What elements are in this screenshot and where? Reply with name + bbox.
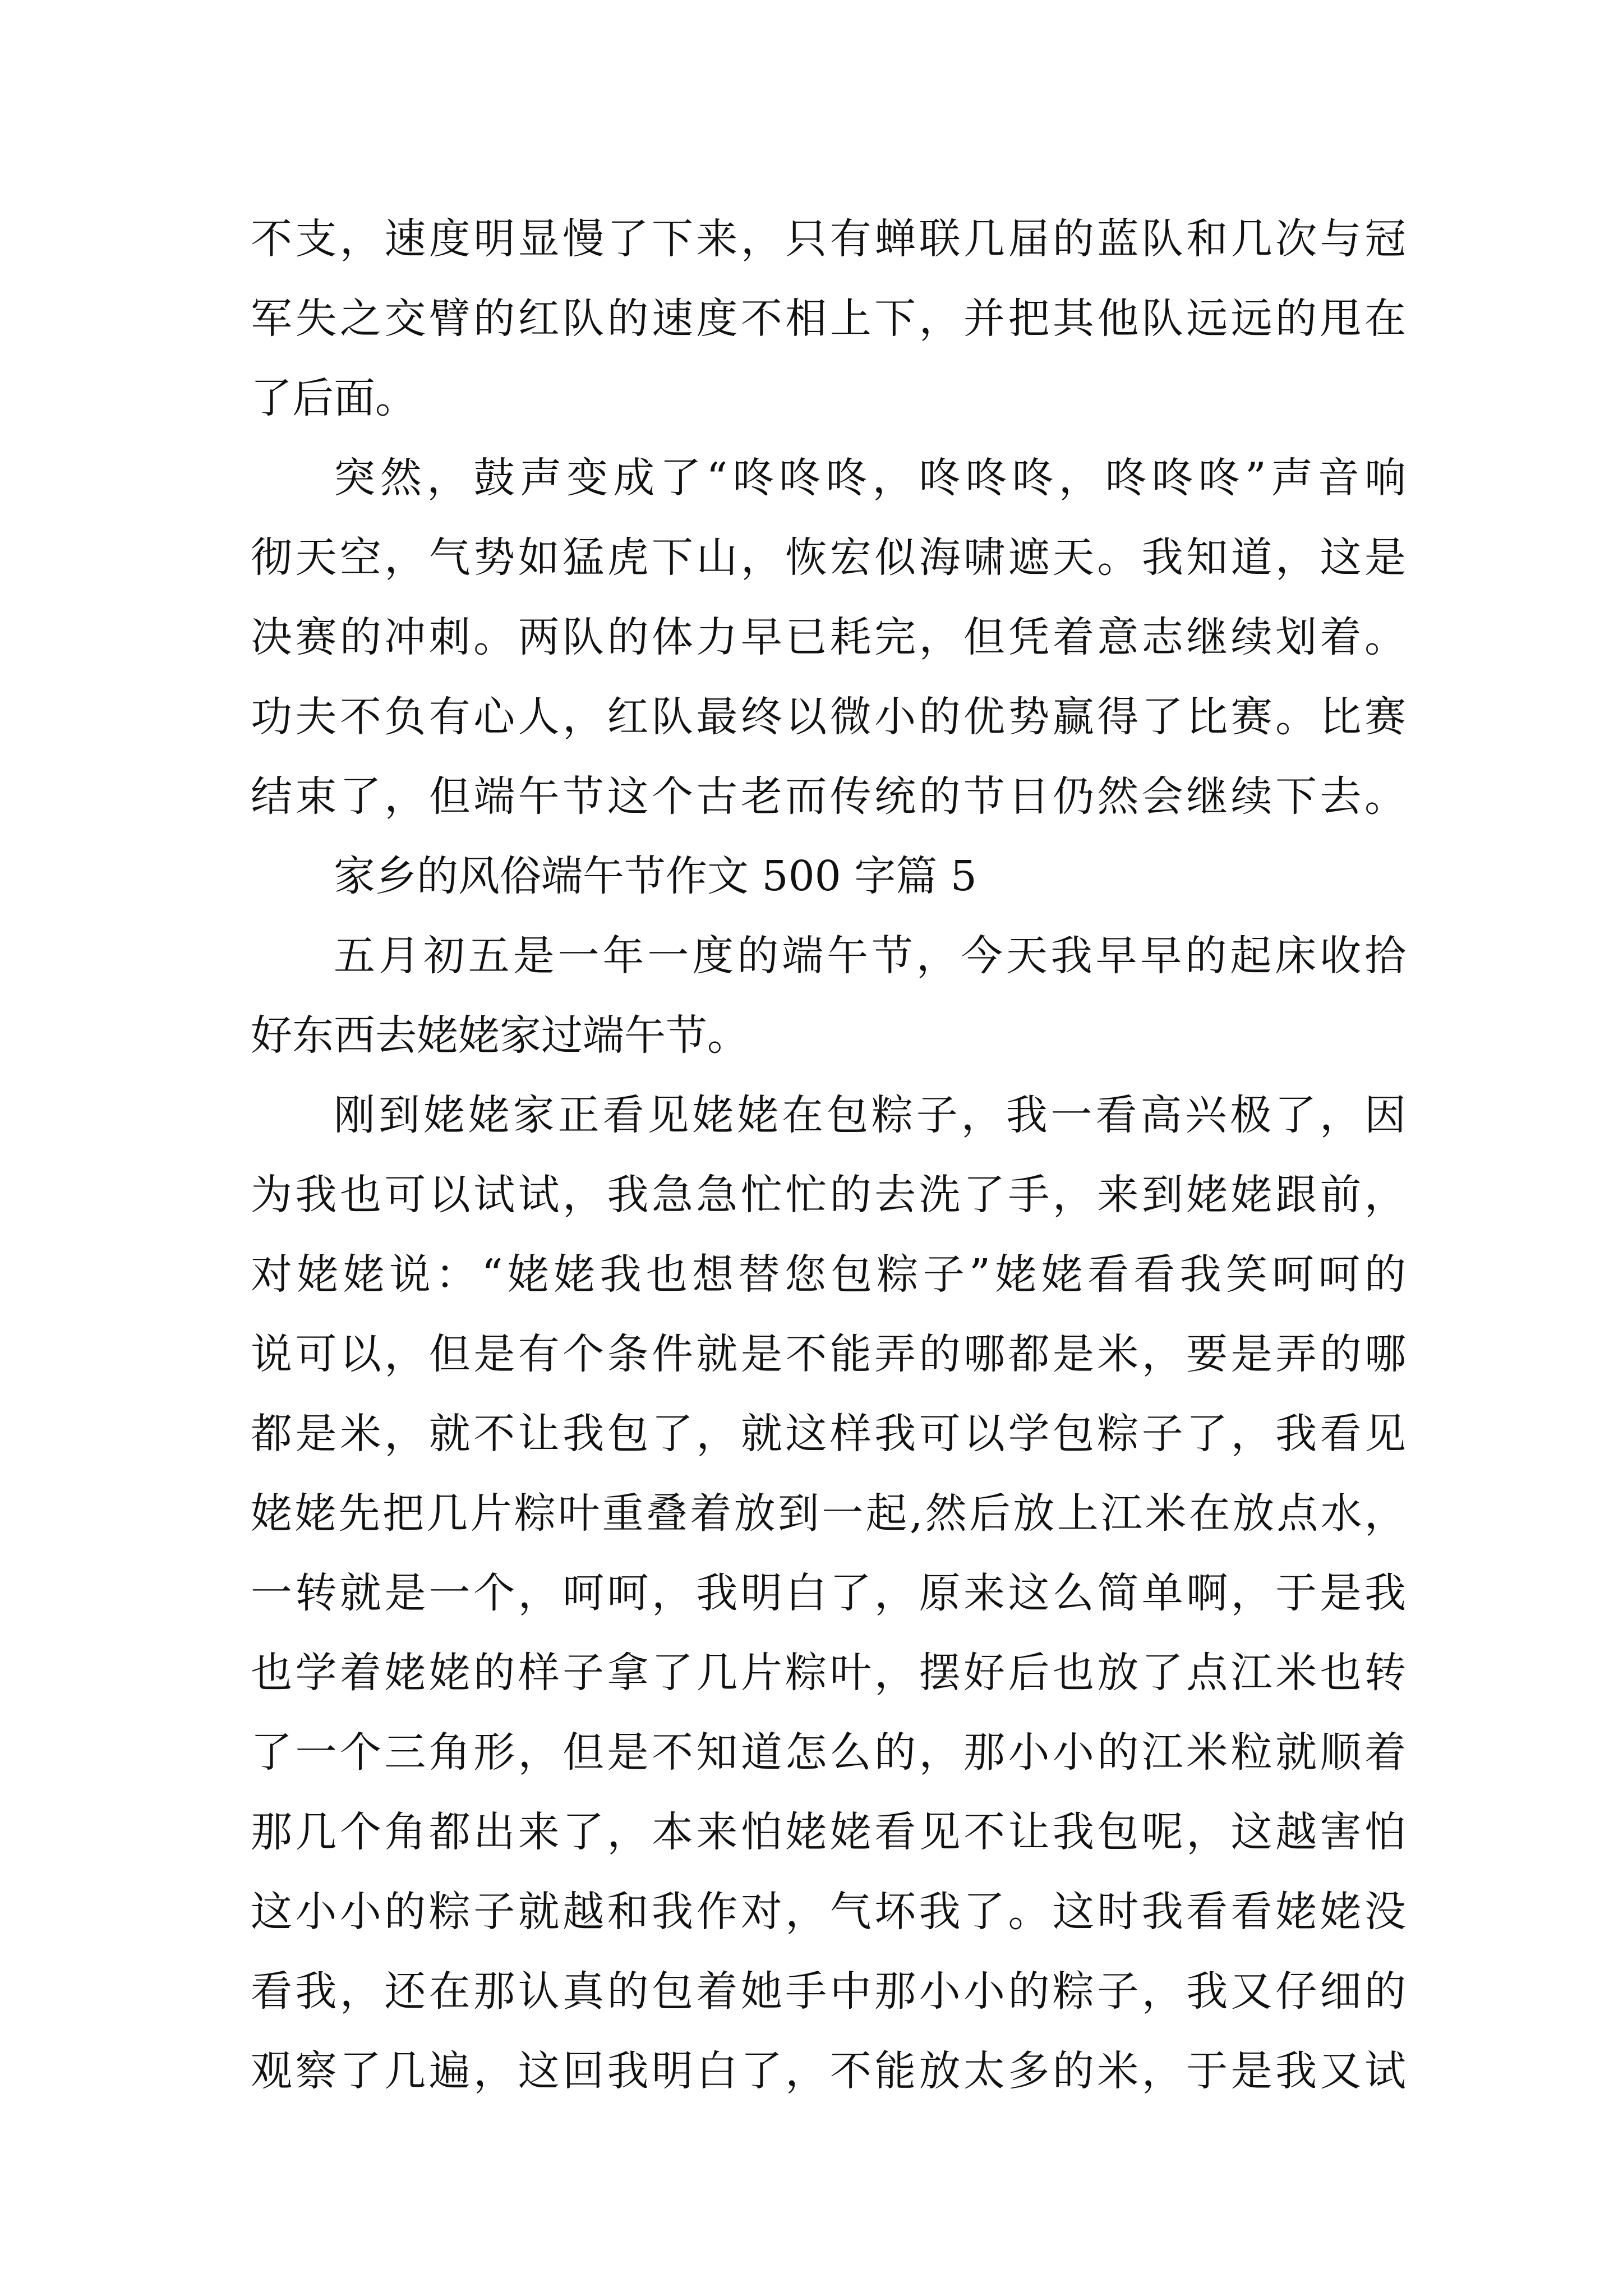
text-line: 决赛的冲刺。两队的体力早已耗完，但凭着意志继续划着。: [251, 613, 1406, 661]
text-line: 为我也可以试试，我急急忙忙的去洗了手，来到姥姥跟前，: [251, 1171, 1406, 1219]
text-line: 说可以，但是有个条件就是不能弄的哪都是米，要是弄的哪: [251, 1330, 1406, 1378]
text-line: 军失之交臂的红队的速度不相上下，并把其他队远远的甩在: [251, 295, 1406, 343]
text-line: 看我，还在那认真的包着她手中那小小的粽子，我又仔细的: [251, 1967, 1406, 2016]
section-heading: 家乡的风俗端午节作文 500 字篇 5: [334, 852, 977, 900]
text-line: 那几个角都出来了，本来怕姥姥看见不让我包呢，这越害怕: [251, 1808, 1406, 1856]
text-line: 不支，速度明显慢了下来，只有蝉联几届的蓝队和几次与冠: [251, 215, 1406, 263]
text-line: 功夫不负有心人，红队最终以微小的优势赢得了比赛。比赛: [251, 693, 1406, 741]
paragraph-start-line: 五月初五是一年一度的端午节，今天我早早的起床收拾: [334, 932, 1406, 980]
text-line: 一转就是一个，呵呵，我明白了，原来这么简单啊，于是我: [251, 1569, 1406, 1617]
text-line: 也学着姥姥的样子拿了几片粽叶，摆好后也放了点江米也转: [251, 1649, 1406, 1697]
text-line: 对姥姥说：“姥姥我也想替您包粽子”姥姥看看我笑呵呵的: [251, 1250, 1406, 1299]
text-line: 彻天空，气势如猛虎下山，恢宏似海啸遮天。我知道，这是: [251, 533, 1406, 582]
text-line: 好东西去姥姥家过端午节。: [251, 1011, 749, 1060]
text-line: 姥姥先把几片粽叶重叠着放到一起,然后放上江米在放点水，: [251, 1489, 1406, 1538]
paragraph-start-line: 突然，鼓声变成了“咚咚咚，咚咚咚，咚咚咚”声音响: [334, 454, 1406, 502]
paragraph-start-line: 刚到姥姥家正看见姥姥在包粽子，我一看高兴极了，因: [334, 1091, 1406, 1139]
text-line: 了后面。: [251, 374, 417, 422]
text-line: 结束了，但端午节这个古老而传统的节日仍然会继续下去。: [251, 772, 1406, 821]
text-line: 观察了几遍，这回我明白了，不能放太多的米，于是我又试: [251, 2047, 1406, 2095]
text-line: 了一个三角形，但是不知道怎么的，那小小的江米粒就顺着: [251, 1728, 1406, 1777]
text-line: 都是米，就不让我包了，就这样我可以学包粽子了，我看见: [251, 1410, 1406, 1458]
article-body: [251, 199, 1406, 2111]
text-line: 这小小的粽子就越和我作对，气坏我了。这时我看看姥姥没: [251, 1888, 1406, 1936]
